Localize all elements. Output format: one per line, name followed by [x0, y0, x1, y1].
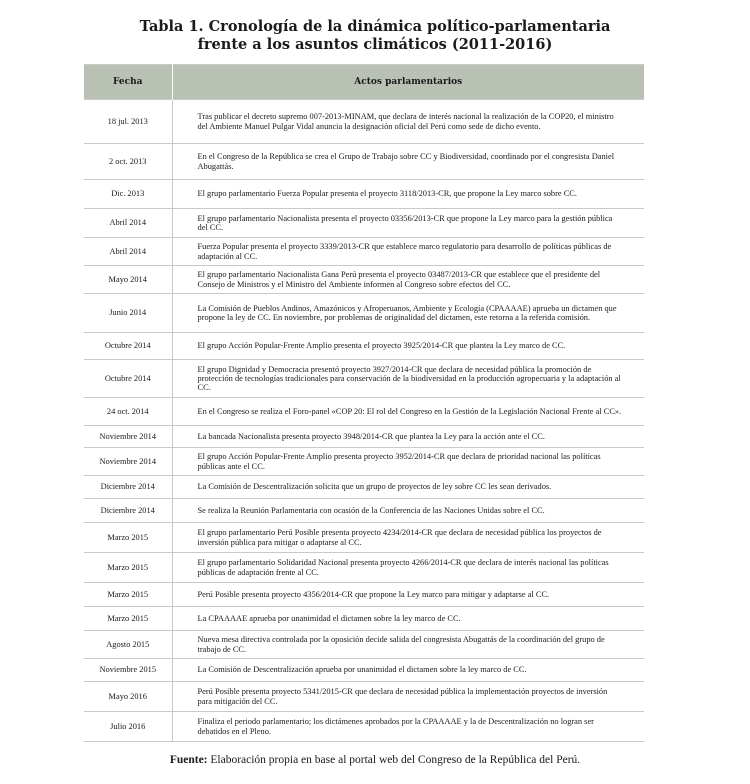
table-row	[84, 238, 644, 266]
table-title-line-1: Tabla 1. Cronología de la dinámica político-parlamentaria	[139, 18, 611, 35]
table-row	[84, 180, 644, 209]
source-note	[0, 754, 750, 766]
row-text: La CPAAAAE aprueba por unanimidad el dictamen sobre la ley marco de CC.	[172, 607, 644, 631]
table-row	[84, 553, 644, 583]
chronology-table	[84, 64, 644, 742]
row-date: Noviembre 2014	[84, 426, 172, 448]
row-date: 2 oct. 2013	[84, 144, 172, 180]
row-text: Perú Posible presenta proyecto 5341/2015-CR que declara de necesidad pública la implementación proyectos de inversión para mitigación del CC.	[172, 682, 644, 712]
row-date: 24 oct. 2014	[84, 398, 172, 426]
row-date: Abril 2014	[84, 238, 172, 266]
table-row	[84, 448, 644, 476]
row-date: Diciembre 2014	[84, 476, 172, 499]
row-text: La Comisión de Descentralización aprueba por unanimidad el dictamen sobre la ley marco de CC.	[172, 659, 644, 682]
table-title-line-2: frente a los asuntos climáticos (2011-2016)	[197, 36, 553, 53]
table-row	[84, 607, 644, 631]
row-date: Marzo 2015	[84, 583, 172, 607]
table-row	[84, 333, 644, 360]
row-text: La Comisión de Descentralización solicita que un grupo de proyectos de ley sobre CC les sean derivados.	[172, 476, 644, 499]
row-text: El grupo Dignidad y Democracia presentó proyecto 3927/2014-CR que declara de necesidad pública la promoción de protección de tecnologías tradicionales para conservación de la biodiversidad en la producción agropecuaria y la adaptación al CC.	[172, 360, 644, 398]
row-date: Diciembre 2014	[84, 499, 172, 523]
row-text: Perú Posible presenta proyecto 4356/2014-CR que propone la Ley marco para mitigar y adaptarse al CC.	[172, 583, 644, 607]
row-date: Dic. 2013	[84, 180, 172, 209]
row-date: Marzo 2015	[84, 523, 172, 553]
table-row	[84, 294, 644, 333]
row-text: El grupo Acción Popular-Frente Amplio presenta proyecto 3952/2014-CR que declara de prioridad nacional las políticas públicas ante el CC.	[172, 448, 644, 476]
source-label: Fuente:	[169, 754, 208, 766]
row-date: Noviembre 2014	[84, 448, 172, 476]
table-row	[84, 144, 644, 180]
row-date: Marzo 2015	[84, 607, 172, 631]
table-row	[84, 398, 644, 426]
column-header-actos: Actos parlamentarios	[172, 65, 644, 100]
source-text: Elaboración propia en base al portal web del Congreso de la República del Perú.	[207, 754, 581, 766]
table-row	[84, 659, 644, 682]
row-date: Abril 2014	[84, 209, 172, 238]
row-text: La Comisión de Pueblos Andinos, Amazónicos y Afroperuanos, Ambiente y Ecología (CPAAAAE) aprueba un dictamen que propone la ley de CC. En noviembre, por problemas de originalidad del dictamen, este retorna a la referida comisión.	[172, 294, 644, 333]
column-header-fecha: Fecha	[84, 65, 172, 100]
row-text: Se realiza la Reunión Parlamentaria con ocasión de la Conferencia de las Naciones Unidas sobre el CC.	[172, 499, 644, 523]
row-date: Noviembre 2015	[84, 659, 172, 682]
row-text: El grupo parlamentario Perú Posible presenta proyecto 4234/2014-CR que declara de necesidad pública los proyectos de inversión pública para mitigar o adaptarse al CC.	[172, 523, 644, 553]
table-title	[0, 18, 750, 54]
table-row	[84, 682, 644, 712]
row-text: Fuerza Popular presenta el proyecto 3339/2013-CR que establece marco regulatorio para desarrollo de políticas públicas de adaptación al CC.	[172, 238, 644, 266]
row-text: El grupo parlamentario Nacionalista presenta el proyecto 03356/2013-CR que propone la Ley marco para la gestión pública del CC.	[172, 209, 644, 238]
row-date: Julio 2016	[84, 712, 172, 742]
row-date: Agosto 2015	[84, 631, 172, 659]
row-date: Marzo 2015	[84, 553, 172, 583]
table-row	[84, 100, 644, 144]
row-text: Tras publicar el decreto supremo 007-2013-MINAM, que declara de interés nacional la realización de la COP20, el ministro del Ambiente Manuel Pulgar Vidal anuncia la designación oficial del Perú como sede de dicho evento.	[172, 100, 644, 144]
row-text: En el Congreso de la República se crea el Grupo de Trabajo sobre CC y Biodiversidad, coordinado por el congresista Daniel Abugattás.	[172, 144, 644, 180]
row-text: En el Congreso se realiza el Foro-panel «COP 20: El rol del Congreso en la Gestión de la Legislación Nacional Frente al CC».	[172, 398, 644, 426]
row-date: Octubre 2014	[84, 333, 172, 360]
table-row	[84, 583, 644, 607]
table-row	[84, 426, 644, 448]
row-date: Mayo 2014	[84, 266, 172, 294]
row-date: Junio 2014	[84, 294, 172, 333]
row-text: El grupo parlamentario Fuerza Popular presenta el proyecto 3118/2013-CR, que propone la Ley marco sobre CC.	[172, 180, 644, 209]
table-row	[84, 523, 644, 553]
table-row	[84, 712, 644, 742]
row-text: La bancada Nacionalista presenta proyecto 3948/2014-CR que plantea la Ley para la acción ante el CC.	[172, 426, 644, 448]
table-row	[84, 209, 644, 238]
row-text: Nueva mesa directiva controlada por la oposición decide salida del congresista Abugattás de la coordinación del grupo de trabajo de CC.	[172, 631, 644, 659]
row-date: 18 jul. 2013	[84, 100, 172, 144]
row-date: Mayo 2016	[84, 682, 172, 712]
row-text: El grupo parlamentario Nacionalista Gana Perú presenta el proyecto 03487/2013-CR que establece que el presidente del Consejo de Ministros y el Ministro del Ambiente informen al Congreso sobre efectos del CC.	[172, 266, 644, 294]
table-header-row	[84, 65, 644, 100]
table-row	[84, 360, 644, 398]
table-row	[84, 476, 644, 499]
row-text: Finaliza el periodo parlamentario; los dictámenes aprobados por la CPAAAAE y la de Descentralización no logran ser debatidos en el Pleno.	[172, 712, 644, 742]
row-date: Octubre 2014	[84, 360, 172, 398]
row-text: El grupo Acción Popular-Frente Amplio presenta el proyecto 3925/2014-CR que plantea la Ley marco de CC.	[172, 333, 644, 360]
row-text: El grupo parlamentario Solidaridad Nacional presenta proyecto 4266/2014-CR que declara de interés nacional las políticas públicas de adaptación frente al CC.	[172, 553, 644, 583]
table-row	[84, 499, 644, 523]
table-row	[84, 266, 644, 294]
table-row	[84, 631, 644, 659]
